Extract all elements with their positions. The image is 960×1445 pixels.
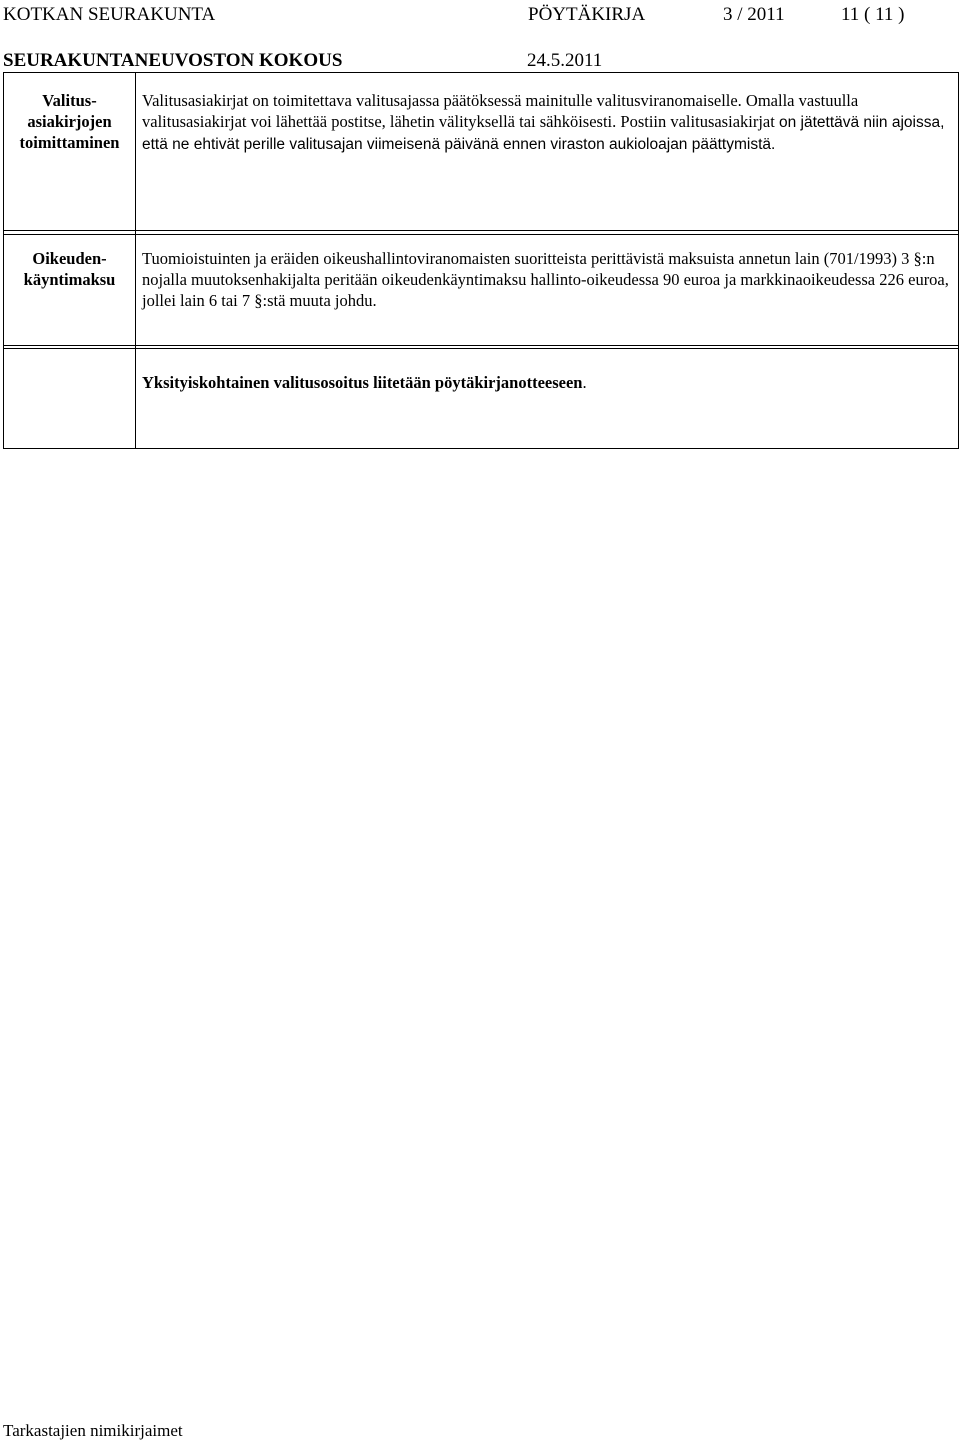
section-label (4, 73, 136, 235)
section-text-serif: Valitusasiakirjat on toimitettava valitusajassa päätöksessä mainitulle valitusviranomaiselle. Omalla vastuulla valitusasiakirjat voi lähettää postitse, lähetin välityksellä tai sähköisesti. Postiin valitusasiakirjat (142, 91, 859, 131)
section-label-empty (4, 346, 136, 449)
section-appeal-documents (3, 72, 959, 235)
page-number: 11 ( 11 ) (841, 4, 905, 25)
section-appeal-instructions (3, 345, 959, 449)
document-type: PÖYTÄKIRJA (528, 4, 646, 25)
label-line: toimittaminen (19, 133, 120, 152)
organization-name: KOTKAN SEURAKUNTA (3, 4, 216, 25)
label-line: käyntimaksu (23, 270, 116, 289)
label-line: asiakirjojen (27, 112, 112, 131)
section-text (136, 73, 959, 235)
document-number: 3 / 2011 (723, 4, 785, 25)
label-line: Oikeuden- (32, 249, 107, 268)
section-label (4, 231, 136, 349)
section-text (136, 346, 959, 449)
reviewer-initials-label: Tarkastajien nimikirjaimet (3, 1421, 183, 1440)
section-text: Tuomioistuinten ja eräiden oikeushallintoviranomaisten suoritteista perittävistä maksuista annetun lain (701/1993) 3 §:n nojalla muutoksenhakijalta peritään oikeudenkäyntimaksu hallinto-oikeudessa 90 euroa ja markkinaoikeudessa 226 euroa, jollei lain 6 tai 7 §:stä muuta johdu. (136, 231, 959, 349)
meeting-name: SEURAKUNTANEUVOSTON KOKOUS (3, 50, 343, 71)
appeal-instructions-text: Yksityiskohtainen valitusosoitus liitetään pöytäkirjanotteeseen (142, 373, 583, 392)
section-text-sans: on jätettävä niin ajoissa, että ne ehtivät perille valitusajan viimeisenä päivänä ennen viraston aukioloajan päättymistä. (142, 114, 945, 153)
label-line: Valitus- (42, 91, 97, 110)
meeting-date: 24.5.2011 (527, 50, 603, 71)
appeal-instructions-period: . (582, 373, 587, 392)
section-court-fee (3, 230, 959, 349)
